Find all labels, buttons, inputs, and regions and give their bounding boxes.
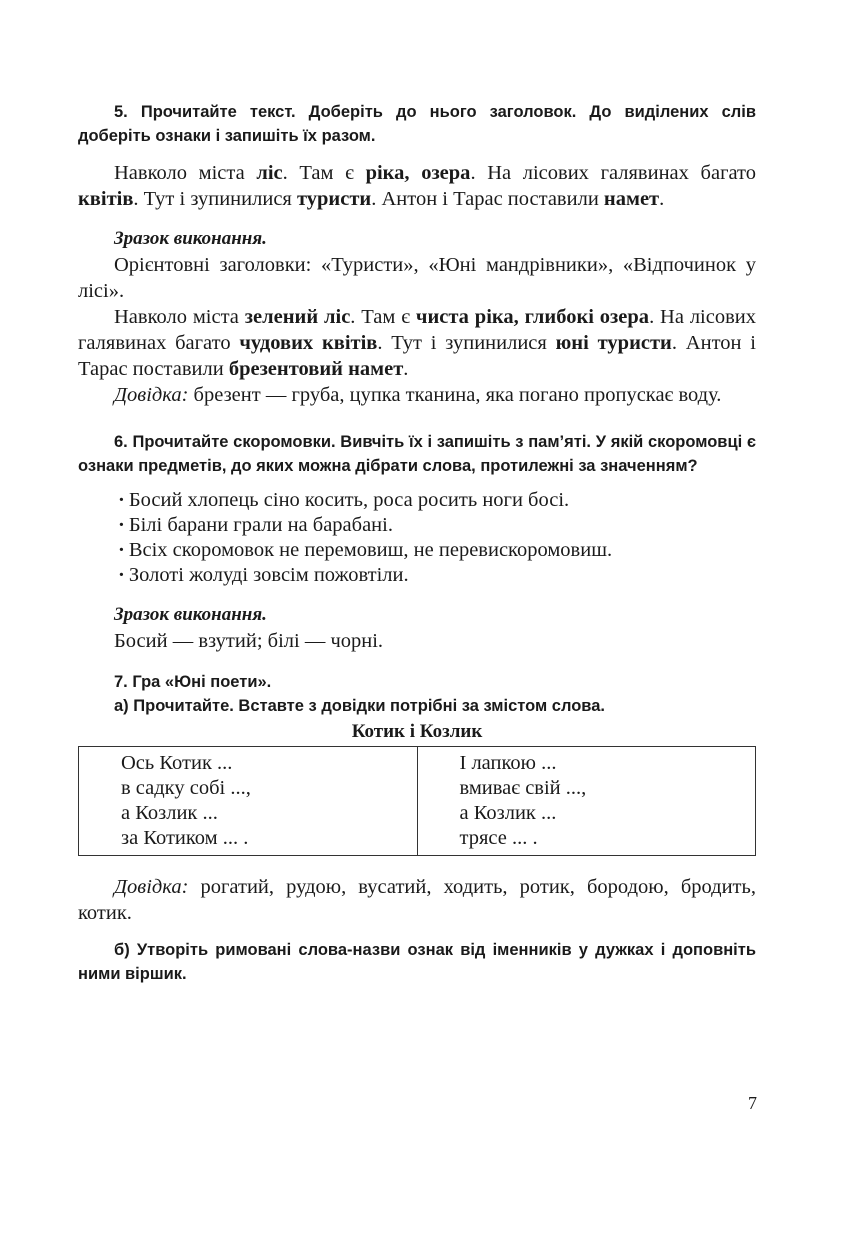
task-5-text: Навколо міста ліс. Там є ріка, озера. На лісових галявинах багато квітів. Тут і зупинилися туристи. Антон і Тарас поставили намет. — [78, 162, 756, 210]
list-item: · Всіх скоромовок не перемовиш, не перевискоромовиш. — [118, 538, 756, 563]
task-5-reference: Довідка: брезент — груба, цупка тканина, яка погано пропускає воду. — [114, 384, 722, 406]
highlight-word: квітів — [78, 188, 134, 210]
highlight-word: ріка, озера — [365, 162, 471, 184]
poem-right-column: І лапкою ... вмиває свій ..., а Козлик ... трясе ... . — [417, 747, 756, 856]
poem-table — [78, 746, 756, 856]
tongue-twister-list — [78, 488, 756, 588]
task-6-answer: Босий — взутий; білі — чорні. — [114, 630, 384, 652]
page-number: 7 — [748, 1093, 757, 1113]
page-content — [78, 100, 756, 986]
task-5-heading: 5. Прочитайте текст. Доберіть до нього заголовок. До виділених слів доберіть ознаки і запишіть їх разом. — [78, 103, 756, 145]
task-6-heading: 6. Прочитайте скоромовки. Вивчіть їх і запишіть з пам’яті. У якій скоромовці є ознаки предметів, до яких можна дібрати слова, протилежні за значенням? — [78, 433, 756, 475]
task-7-reference: Довідка: рогатий, рудою, вусатий, ходить, ротик, бородою, бродить, котик. — [78, 876, 756, 924]
sample-label: Зразок виконання. — [114, 228, 267, 249]
task-7-heading: 7. Гра «Юні поети». — [114, 673, 272, 691]
highlight-word: намет — [603, 188, 660, 210]
task-7-sub-a: а) Прочитайте. Вставте з довідки потрібні за змістом слова. — [114, 697, 605, 715]
highlight-word: туристи — [296, 188, 372, 210]
list-item: · Босий хлопець сіно косить, роса росить ноги босі. — [118, 488, 756, 513]
headings-line: Орієнтовні заголовки: «Туристи», «Юні мандрівники», «Відпочинок у лісі». — [78, 254, 756, 302]
poem-left-column: Ось Котик ... в садку собі ..., а Козлик ... за Котиком ... . — [79, 747, 418, 856]
task-7-sub-b: б) Утворіть римовані слова-назви ознак від іменників у дужках і доповніть ними віршик. — [78, 941, 756, 983]
list-item: · Білі барани грали на барабані. — [118, 513, 756, 538]
list-item: · Золоті жолуді зовсім пожовтіли. — [118, 563, 756, 588]
task-5-answer: Навколо міста зелений ліс. Там є чиста ріка, глибокі озера. На лісових галявинах багато чудових квітів. Тут і зупинилися юні туристи. Антон і Тарас поставили брезентовий намет. — [78, 306, 756, 380]
highlight-word: ліс — [256, 162, 283, 184]
poem-title: Котик і Козлик — [351, 721, 483, 742]
sample-label: Зразок виконання. — [114, 604, 267, 625]
